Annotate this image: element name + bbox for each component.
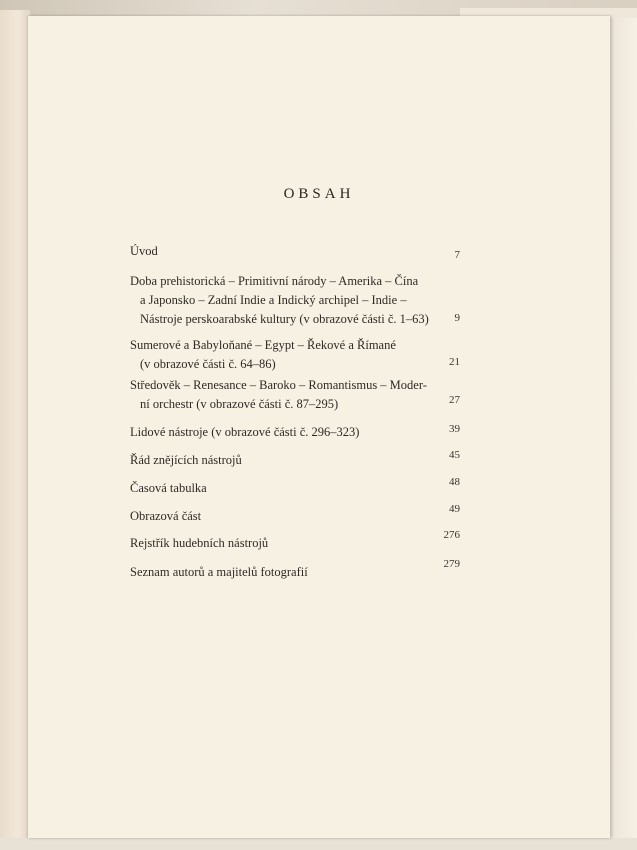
book-page xyxy=(28,16,610,838)
toc-page-number: 48 xyxy=(449,476,460,488)
toc-entry-prehistory xyxy=(130,272,450,329)
bottom-edge xyxy=(0,838,637,850)
toc-entry-line: Lidové nástroje (v obrazové části č. 296–323) xyxy=(130,425,360,439)
toc-entry-timeline xyxy=(130,479,450,498)
toc-entry-line: Řád znějících nástrojů xyxy=(130,453,242,467)
toc-entry-line: Doba prehistorická – Primitivní národy – Amerika – Čína xyxy=(130,274,419,288)
toc-entry-line: Časová tabulka xyxy=(130,481,207,495)
toc-page-number: 45 xyxy=(449,449,460,461)
toc-entry-index xyxy=(130,534,450,553)
toc-entry-sumerians xyxy=(130,336,450,374)
toc-page-number: 276 xyxy=(443,529,460,541)
toc-page-number: 39 xyxy=(449,423,460,435)
toc-entry-order xyxy=(130,451,450,470)
toc-entry-line: Rejstřík hudebních nástrojů xyxy=(130,536,269,550)
toc-entry-line: Úvod xyxy=(130,244,158,258)
toc-entry-line: Nástroje perskoarabské kultury (v obrazové části č. 1–63) xyxy=(140,312,429,326)
toc-entry-line: ní orchestr (v obrazové části č. 87–295) xyxy=(140,397,339,411)
toc-entry-pictures xyxy=(130,507,450,526)
book-cover-edge xyxy=(0,10,30,840)
toc-page-number: 9 xyxy=(454,312,460,324)
toc-entry-photo-credits xyxy=(130,563,450,582)
toc-entry-uvod xyxy=(130,242,450,261)
page-title: OBSAH xyxy=(283,186,355,202)
toc-page-number: 7 xyxy=(454,249,460,261)
toc-page-number: 279 xyxy=(443,558,460,570)
toc-entry-line: Seznam autorů a majitelů fotografií xyxy=(130,565,308,579)
toc-page-number: 49 xyxy=(449,503,460,515)
toc-entry-line: (v obrazové části č. 64–86) xyxy=(140,357,276,371)
toc-entry-line: Sumerové a Babyloňané – Egypt – Řekové a Římané xyxy=(130,338,396,352)
toc-entry-middle-ages xyxy=(130,376,450,414)
toc-entry-line: a Japonsko – Zadní Indie a Indický archipel – Indie – xyxy=(140,293,407,307)
toc-page-number: 27 xyxy=(449,394,460,406)
toc-page-number: 21 xyxy=(449,356,460,368)
toc-entry-folk-instruments xyxy=(130,423,450,442)
toc-entry-line: Obrazová část xyxy=(130,509,202,523)
toc-entry-line: Středověk – Renesance – Baroko – Romantismus – Moder- xyxy=(130,378,427,392)
